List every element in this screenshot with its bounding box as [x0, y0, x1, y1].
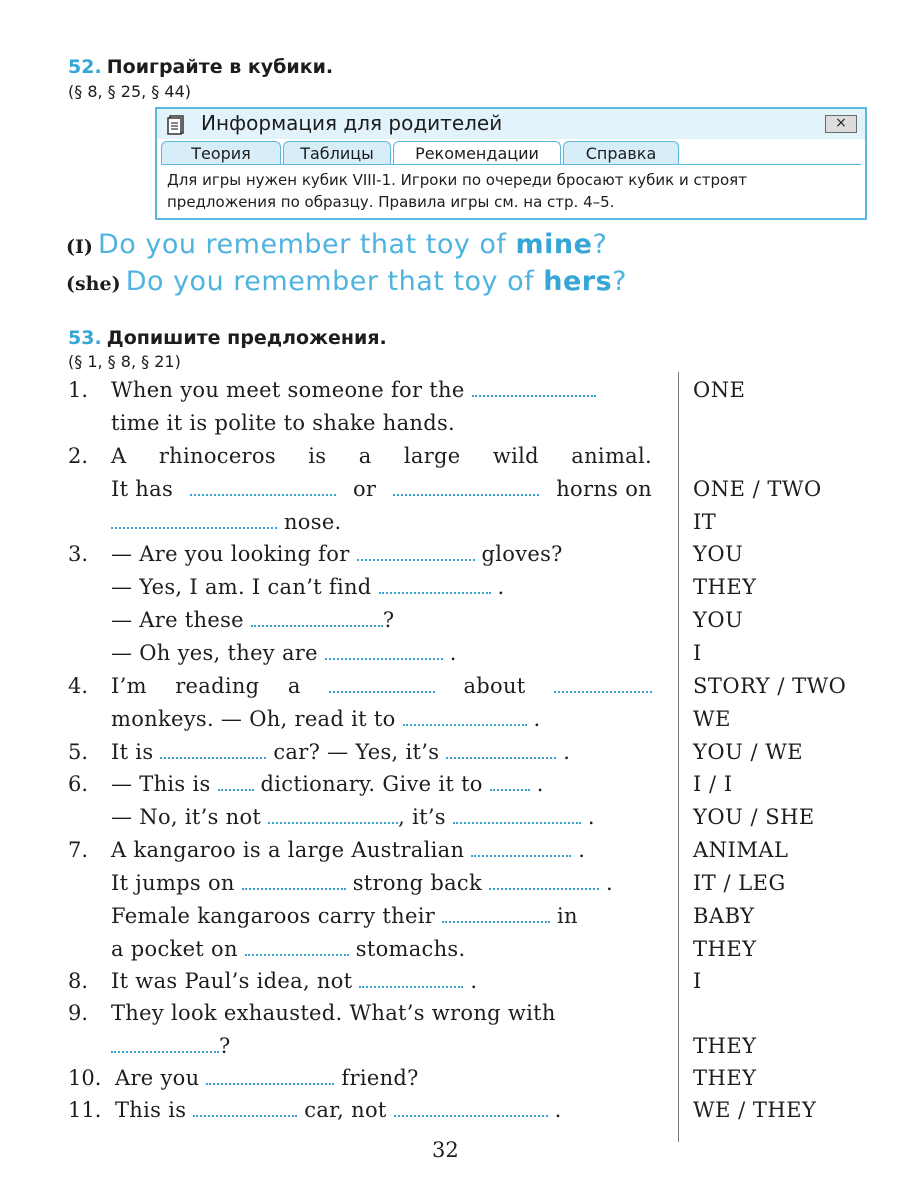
- example-answer: hers: [543, 266, 613, 297]
- sentence-line: They look exhausted. What’s wrong with: [111, 1001, 556, 1025]
- exercise-53-heading: [68, 327, 387, 349]
- sentence-line: A rhinoceros is a large wild animal.: [111, 444, 652, 468]
- exercise-52-heading: [68, 56, 333, 78]
- cue-word: THEY: [693, 937, 757, 961]
- item-number: 2.: [68, 444, 89, 468]
- sentence-line: — Oh yes, they are .: [111, 641, 457, 665]
- cue-word: WE / THEY: [693, 1098, 817, 1122]
- answer-blank[interactable]: [111, 513, 277, 529]
- example-answer: mine: [515, 229, 593, 260]
- answer-blank[interactable]: [471, 841, 571, 857]
- cue-word: WE: [693, 707, 731, 731]
- sentence-line: — Are these ?: [111, 608, 395, 632]
- answer-blank[interactable]: [325, 644, 443, 660]
- cue-word: THEY: [693, 575, 757, 599]
- exercise-title: Поиграйте в кубики.: [106, 56, 334, 78]
- answer-blank[interactable]: [446, 743, 556, 759]
- sentence-line: — No, it’s not , it’s .: [111, 805, 595, 829]
- sentence-line: I’m reading a about: [111, 674, 652, 698]
- cue-word: THEY: [693, 1034, 757, 1058]
- cue-word: I: [693, 969, 702, 993]
- tab-theory[interactable]: Теория: [161, 141, 281, 164]
- item-number: 9.: [68, 1001, 89, 1025]
- document-icon: [167, 115, 185, 135]
- example-pronoun: (she): [66, 273, 121, 295]
- panel-title: Информация для родителей: [201, 111, 503, 135]
- sentence-line: — This is dictionary. Give it to .: [111, 772, 544, 796]
- sentence-line: nose.: [111, 510, 342, 534]
- cue-word: I / I: [693, 772, 733, 796]
- answer-blank[interactable]: [206, 1069, 334, 1085]
- answer-blank[interactable]: [245, 940, 349, 956]
- example-line-1: [66, 229, 607, 260]
- exercise-title: Допишите предложения.: [106, 327, 387, 349]
- answer-blank[interactable]: [394, 1101, 548, 1117]
- example-text: Do you remember that toy of hers?: [125, 266, 627, 297]
- answer-blank[interactable]: [242, 874, 346, 890]
- answer-blank[interactable]: [472, 381, 596, 397]
- cue-word: THEY: [693, 1066, 757, 1090]
- item-number: 3.: [68, 542, 89, 566]
- answer-blank[interactable]: [403, 710, 527, 726]
- answer-blank[interactable]: [111, 1037, 219, 1053]
- grammar-references: (§ 1, § 8, § 21): [68, 352, 181, 371]
- answer-blank[interactable]: [190, 480, 336, 496]
- panel-text: Для игры нужен кубик VIII-1. Игроки по очереди бросают кубик и строят предложения по образцу. Правила игры см. на стр. 4–5.: [161, 164, 861, 214]
- sentence-line: A kangaroo is a large Australian .: [111, 838, 586, 862]
- item-number: 4.: [68, 674, 89, 698]
- sentence-line: ?: [111, 1034, 231, 1058]
- answer-blank[interactable]: [251, 611, 383, 627]
- sentence-line: It was Paul’s idea, not .: [111, 969, 478, 993]
- sentence-line: When you meet someone for the: [111, 378, 596, 402]
- cue-word: ONE / TWO: [693, 477, 822, 501]
- answer-blank[interactable]: [218, 775, 254, 791]
- cue-word: YOU: [693, 608, 744, 632]
- cue-word: ONE: [693, 378, 746, 402]
- panel-title-bar: [157, 109, 865, 139]
- grammar-references: (§ 8, § 25, § 44): [68, 82, 191, 101]
- sentence-line: It jumps on strong back .: [111, 871, 613, 895]
- answer-blank[interactable]: [329, 677, 435, 693]
- answer-blank[interactable]: [160, 743, 266, 759]
- sentence-line: This is car, not .: [115, 1098, 562, 1122]
- answer-blank[interactable]: [393, 480, 539, 496]
- answer-blank[interactable]: [442, 907, 550, 923]
- example-line-2: [66, 266, 627, 297]
- sentence-line: It has or horns on: [111, 477, 652, 501]
- sentence-line: monkeys. — Oh, read it to .: [111, 707, 541, 731]
- cue-word: YOU: [693, 542, 744, 566]
- cue-word: BABY: [693, 904, 755, 928]
- example-pronoun: (I): [66, 236, 93, 258]
- page-number: 32: [432, 1138, 459, 1162]
- answer-blank[interactable]: [489, 874, 599, 890]
- answer-blank[interactable]: [268, 808, 398, 824]
- exercise-number: 53.: [68, 327, 102, 349]
- parents-info-panel: [155, 107, 867, 220]
- cue-word: STORY / TWO: [693, 674, 847, 698]
- column-divider: [678, 372, 679, 1142]
- sentence-line: — Yes, I am. I can’t find .: [111, 575, 505, 599]
- cue-word: YOU / WE: [693, 740, 804, 764]
- tab-tables[interactable]: Таблицы: [283, 141, 391, 164]
- answer-blank[interactable]: [379, 578, 491, 594]
- answer-blank[interactable]: [490, 775, 530, 791]
- item-number: 1.: [68, 378, 89, 402]
- cue-word: ANIMAL: [693, 838, 789, 862]
- item-number: 7.: [68, 838, 89, 862]
- sentence-line: Are you friend?: [115, 1066, 419, 1090]
- tab-recommendations[interactable]: Рекомендации: [393, 141, 561, 164]
- cue-word: IT: [693, 510, 717, 534]
- item-number: 10.: [68, 1066, 102, 1090]
- sentence-line: It is car? — Yes, it’s .: [111, 740, 571, 764]
- answer-blank[interactable]: [359, 972, 463, 988]
- sentence-line: Female kangaroos carry their in: [111, 904, 578, 928]
- answer-blank[interactable]: [193, 1101, 297, 1117]
- cue-word: YOU / SHE: [693, 805, 815, 829]
- cue-word: IT / LEG: [693, 871, 786, 895]
- sentence-line: a pocket on stomachs.: [111, 937, 466, 961]
- example-text: Do you remember that toy of mine?: [97, 229, 608, 260]
- cue-word: I: [693, 641, 702, 665]
- item-number: 11.: [68, 1098, 102, 1122]
- tab-reference[interactable]: Справка: [563, 141, 679, 164]
- item-number: 8.: [68, 969, 89, 993]
- sentence-line: — Are you looking for gloves?: [111, 542, 563, 566]
- sentence-line: time it is polite to shake hands.: [111, 411, 456, 435]
- exercise-number: 52.: [68, 56, 102, 78]
- answer-blank[interactable]: [453, 808, 581, 824]
- item-number: 6.: [68, 772, 89, 796]
- item-number: 5.: [68, 740, 89, 764]
- close-button[interactable]: ×: [825, 115, 857, 133]
- answer-blank[interactable]: [554, 677, 652, 693]
- answer-blank[interactable]: [357, 545, 475, 561]
